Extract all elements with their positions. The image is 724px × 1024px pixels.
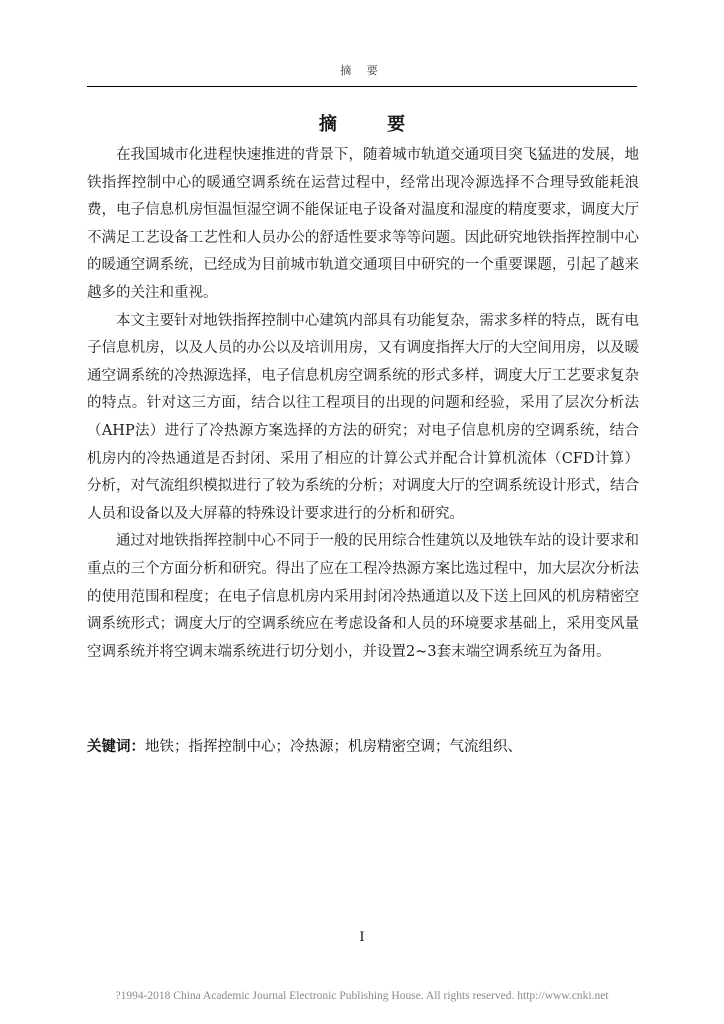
keywords-label: 关键词： — [87, 739, 145, 755]
copyright-footer: ?1994-2018 China Academic Journal Electronic Publishing House. All rights reserved. http://www.cnki.net — [115, 990, 609, 1002]
abstract-paragraph-3: 通过对地铁指挥控制中心不同于一般的民用综合性建筑以及地铁车站的设计要求和重点的三个方面分析和研究。得出了应在工程冷热源方案比选过程中，加大层次分析法的使用范围和程度；在电子信息机房内采用封闭冷热通道以及下送上回风的机房精密空调系统形式；调度大厅的空调系统应在考虑设备和人员的环境要求基础上，采用变风量空调系统并将空调末端系统进行切分划小，并设置2~3套末端空调系统互为备用。 — [87, 533, 639, 660]
abstract-paragraph-1: 在我国城市化进程快速推进的背景下，随着城市轨道交通项目突飞猛进的发展，地铁指挥控制中心的暖通空调系统在运营过程中，经常出现冷源选择不合理导致能耗浪费，电子信息机房恒温恒湿空调不能保证电子设备对温度和湿度的精度要求，调度大厅不满足工艺设备工艺性和人员办公的舒适性要求等等问题。因此研究地铁指挥控制中心的暖通空调系统，已经成为目前城市轨道交通项目中研究的一个重要课题，引起了越来越多的关注和重视。 — [87, 147, 639, 301]
keywords-line — [87, 735, 639, 759]
running-header: 摘 要 — [340, 64, 384, 77]
abstract-body — [87, 142, 639, 666]
abstract-paragraph-2: 本文主要针对地铁指挥控制中心建筑内部具有功能复杂，需求多样的特点，既有电子信息机房，以及人员的办公以及培训用房，又有调度指挥大厅的大空间用房，以及暖通空调系统的冷热源选择，电子信息机房空调系统的形式多样，调度大厅工艺要求复杂的特点。针对这三方面，结合以往工程项目的出现的问题和经验，采用了层次分析法（AHP法）进行了冷热源方案选择的方法的研究；对电子信息机房的空调系统，结合机房内的冷热通道是否封闭、采用了相应的计算公式并配合计算机流体（CFD计算）分析，对气流组织模拟进行了较为系统的分析；对调度大厅的空调系统设计形式，结合人员和设备以及大屏幕的特殊设计要求进行的分析和研究。 — [87, 312, 639, 522]
page-title: 摘 要 — [318, 114, 428, 135]
header-rule — [87, 86, 637, 87]
page-number: I — [359, 930, 365, 945]
keywords-text: 地铁；指挥控制中心；冷热源；机房精密空调；气流组织、 — [145, 739, 522, 755]
